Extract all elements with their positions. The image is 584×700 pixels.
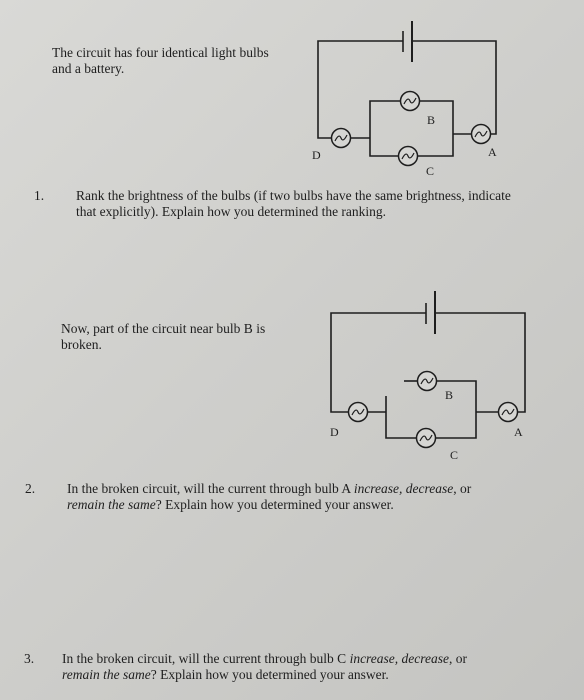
circuit-2 bbox=[330, 291, 525, 462]
label-d: D bbox=[330, 425, 339, 439]
question-3-line-2: remain the same? Explain how you determined your answer. bbox=[62, 667, 389, 682]
bulb-d bbox=[332, 129, 351, 148]
question-3-line-1: In the broken circuit, will the current through bulb C increase, decrease, or bbox=[62, 651, 468, 666]
outer-wire-right bbox=[412, 41, 496, 134]
question-1-line-2: that explicitly). Explain how you determined the ranking. bbox=[76, 204, 387, 219]
label-a: A bbox=[488, 145, 497, 159]
label-d: D bbox=[312, 148, 321, 162]
bulb-c bbox=[399, 147, 418, 166]
label-b: B bbox=[445, 388, 454, 402]
bulb-c bbox=[417, 429, 436, 448]
parallel-branch bbox=[370, 101, 400, 138]
outer-wire bbox=[331, 313, 426, 412]
bulb-a bbox=[472, 125, 491, 144]
bulb-b bbox=[418, 372, 437, 391]
battery-symbol bbox=[403, 21, 412, 62]
question-2-line-1: In the broken circuit, will the current through bulb A increase, decrease, or bbox=[67, 481, 472, 496]
question-1-line-1: Rank the brightness of the bulbs (if two bulbs have the same brightness, indicate bbox=[76, 188, 511, 203]
outer-wire bbox=[318, 41, 403, 138]
bulb-a bbox=[499, 403, 518, 422]
bulb-d bbox=[349, 403, 368, 422]
question-2-number: 2. bbox=[25, 481, 36, 496]
circuit-1 bbox=[312, 21, 497, 178]
question-3-number: 3. bbox=[24, 651, 35, 666]
intro-line-1: The circuit has four identical light bulbs bbox=[52, 45, 269, 60]
battery-symbol bbox=[426, 291, 435, 334]
question-2-line-2: remain the same? Explain how you determined your answer. bbox=[67, 497, 394, 512]
question-1-number: 1. bbox=[34, 188, 45, 203]
label-c: C bbox=[426, 164, 435, 178]
intro-line-2: and a battery. bbox=[52, 61, 125, 76]
broken-line-2: broken. bbox=[61, 337, 102, 352]
label-c: C bbox=[450, 448, 459, 462]
label-a: A bbox=[514, 425, 523, 439]
bulb-b bbox=[401, 92, 420, 111]
broken-line-1: Now, part of the circuit near bulb B is bbox=[61, 321, 266, 336]
label-b: B bbox=[427, 113, 436, 127]
